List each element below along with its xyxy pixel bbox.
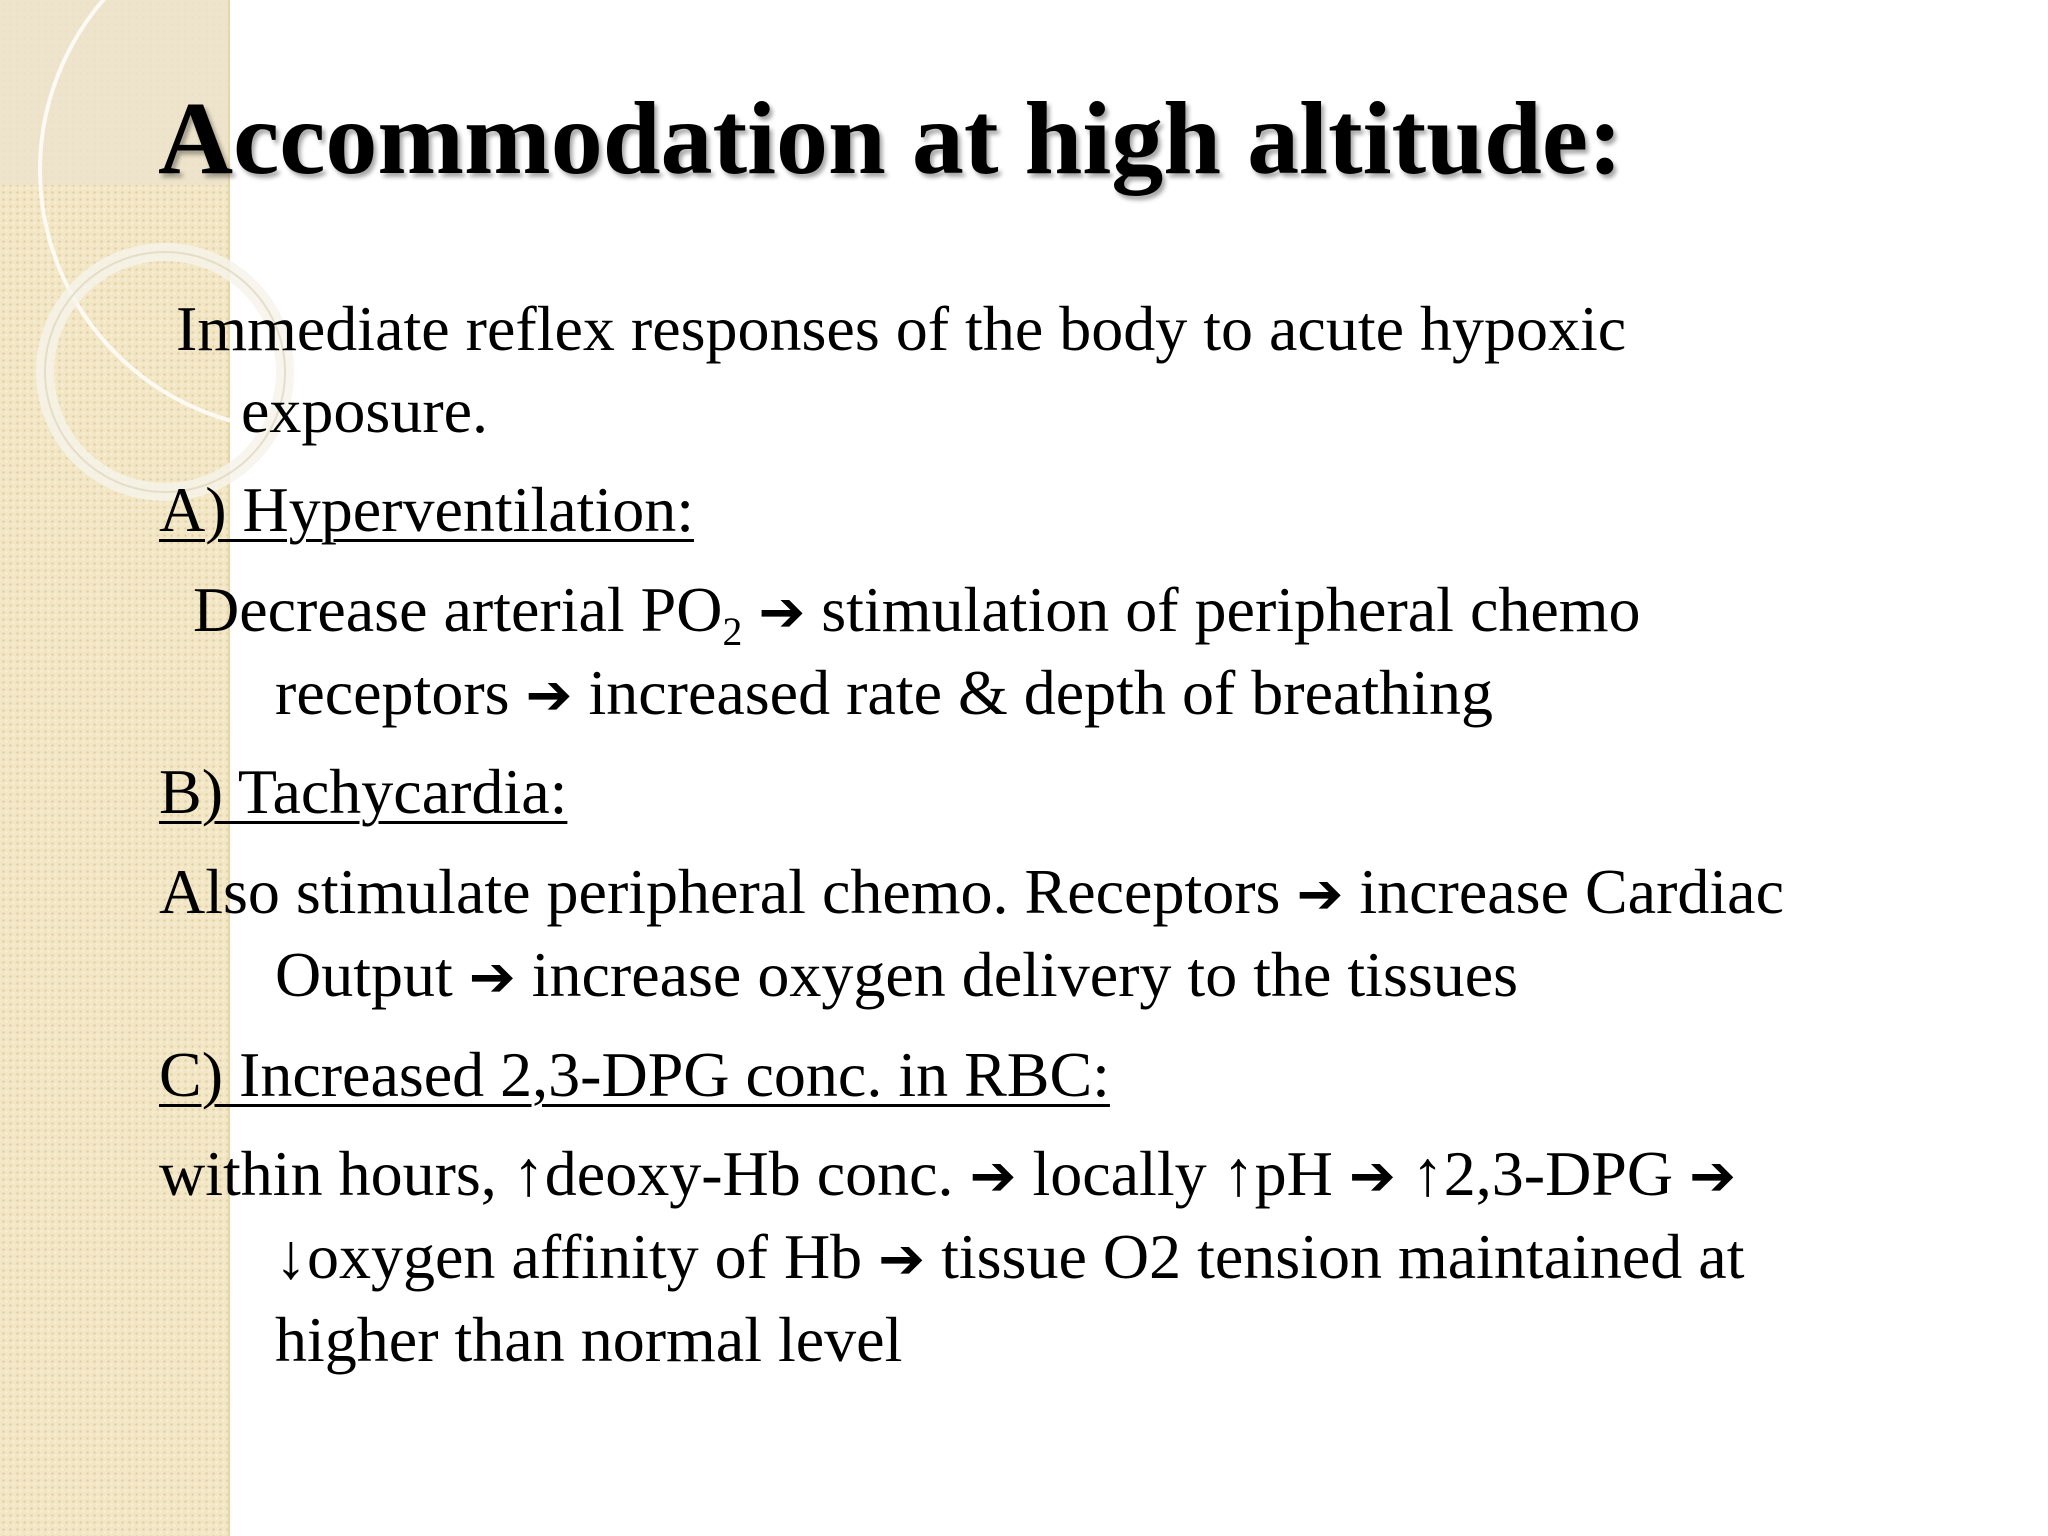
arrow-right-icon: ➔ <box>468 945 516 1010</box>
section-c-l2-part1: ↓oxygen affinity of Hb <box>275 1221 863 1292</box>
arrow-right-icon: ➔ <box>1296 862 1344 927</box>
arrow-right-icon: ➔ <box>1689 1144 1737 1209</box>
arrow-right-icon: ➔ <box>969 1144 1017 1209</box>
slide-title: Accommodation at high altitude: <box>158 81 1623 196</box>
section-c-line-3: higher than normal level <box>275 1304 903 1375</box>
section-b-l1-part2: increase Cardiac <box>1359 856 1784 927</box>
section-b-heading: B) Tachycardia: <box>159 756 568 827</box>
section-b-line-2 <box>275 940 1518 1010</box>
section-c-l1-part2: locally ↑pH <box>1032 1138 1333 1209</box>
section-b-l2-part2: increase oxygen delivery to the tissues <box>531 939 1519 1010</box>
intro-line-2: exposure. <box>241 375 489 446</box>
section-a-l1-part1: Decrease arterial PO <box>193 574 723 645</box>
section-a-line-2 <box>275 658 1493 728</box>
section-a-l1-part2: stimulation of peripheral chemo <box>821 574 1641 645</box>
section-a-l2-part2: increased rate & depth of breathing <box>588 657 1493 728</box>
section-c-line-1 <box>159 1139 1736 1209</box>
arrow-right-icon: ➔ <box>525 663 573 728</box>
section-b-l2-part1: Output <box>275 939 453 1010</box>
section-c-l2-part2: tissue O2 tension maintained at <box>941 1221 1745 1292</box>
section-b-l1-part1: Also stimulate peripheral chemo. Receptors <box>159 856 1281 927</box>
section-a-l2-part1: receptors <box>275 657 510 728</box>
section-a-heading: A) Hyperventilation: <box>159 474 694 545</box>
section-c-l1-part3: ↑2,3-DPG <box>1411 1138 1674 1209</box>
subscript-2: 2 <box>722 609 743 654</box>
intro-line-1: Immediate reflex responses of the body to acute hypoxic <box>176 293 1627 364</box>
arrow-right-icon: ➔ <box>878 1227 926 1292</box>
section-a-line-1 <box>193 574 1641 654</box>
arrow-right-icon: ➔ <box>758 580 806 645</box>
section-c-heading: C) Increased 2,3-DPG conc. in RBC: <box>159 1039 1110 1110</box>
section-c-line-2 <box>275 1222 1744 1292</box>
section-b-line-1 <box>159 857 1784 927</box>
arrow-right-icon: ➔ <box>1348 1144 1396 1209</box>
section-c-l1-part1: within hours, ↑deoxy-Hb conc. <box>159 1138 954 1209</box>
